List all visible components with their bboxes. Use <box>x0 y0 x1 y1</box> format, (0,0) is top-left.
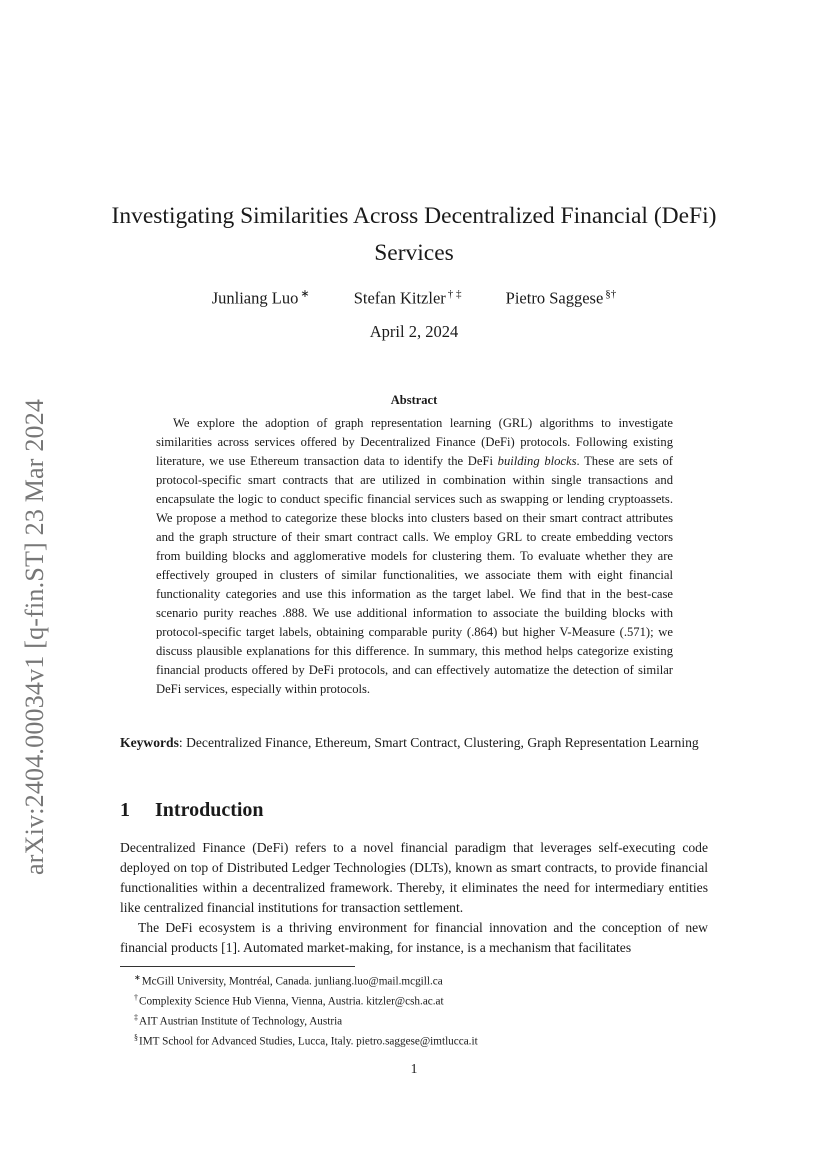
footnote <box>120 1030 708 1050</box>
abstract-text-part: We explore the adoption of graph representation learning (GRL) algorithms to investigate similarities across services offered by Decentralized Finance (DeFi) protocols. Following existing literature, we use Ethereum transaction data to identify the DeFi <box>156 416 673 468</box>
footnote-mark: † <box>134 993 138 1003</box>
author-name: Stefan Kitzler <box>353 288 446 308</box>
footnote <box>120 1010 708 1030</box>
abstract-emphasis: building blocks <box>497 454 577 468</box>
footnote-text: IMT School for Advanced Studies, Lucca, Italy. pietro.saggese@imtlucca.it <box>139 1036 478 1049</box>
section-title: Introduction <box>155 799 264 821</box>
keywords-label: Keywords <box>120 735 179 750</box>
author-name: Pietro Saggese <box>505 288 604 308</box>
footnote-mark: ∗ <box>134 973 141 982</box>
section-number: 1 <box>120 799 130 821</box>
footnote <box>120 970 708 990</box>
footnote-mark: ‡ <box>134 1013 138 1023</box>
footnote <box>120 990 708 1010</box>
author-affiliation-mark: §† <box>605 288 617 300</box>
author-affiliation-mark: ∗ <box>300 288 310 300</box>
abstract-text-part: . These are sets of protocol-specific smart contracts that are utilized in combination within single transactions and encapsulate the logic to conduct specific financial services such as swapping or lending cryptoassets. We propose a method to categorize these blocks into clusters based on their smart contract attributes and the graph structure of their smart contract calls. We employ GRL to create embedding vectors from building blocks and agglomerative models for clustering them. To evaluate whether they are effectively grouped in clusters of similar functionalities, we associate them with eight financial functionality categories and use this information as the target label. We find that in the best-case scenario purity reaches .888. We use additional information to associate the building blocks with protocol-specific target labels, obtaining comparable purity (.864) but higher V-Measure (.571); we discuss plausible explanations for this difference. In summary, this method helps categorize existing financial products offered by DeFi protocols, and can effectively automatize the detection of similar DeFi services, especially within protocols. <box>156 454 673 696</box>
abstract-heading: Abstract <box>390 393 438 407</box>
footnotes <box>120 970 708 1051</box>
author-name: Junliang Luo <box>211 288 299 308</box>
abstract-text <box>156 414 673 699</box>
author-1 <box>212 287 310 309</box>
publication-date: April 2, 2024 <box>369 322 459 341</box>
footnote-text: McGill University, Montréal, Canada. junliang.luo@mail.mcgill.ca <box>141 975 443 988</box>
author-2 <box>354 288 462 309</box>
author-list <box>110 287 718 309</box>
body-paragraph: Decentralized Finance (DeFi) refers to a novel financial paradigm that leverages self-executing code deployed on top of Distributed Ledger Technologies (DLTs), known as smart contracts, to provide financial functionalities within a decentralized framework. Thereby, it eliminates the need for intermediary entities like centralized financial institutions for transaction settlement. <box>120 840 708 915</box>
footnote-mark: § <box>134 1033 138 1043</box>
footnote-text: AIT Austrian Institute of Technology, Austria <box>139 1016 343 1029</box>
arxiv-identifier-stamp: arXiv:2404.00034v1 [q-fin.ST] 23 Mar 2024 <box>20 398 49 875</box>
author-affiliation-mark: † ‡ <box>447 288 462 300</box>
body-paragraph: The DeFi ecosystem is a thriving environment for financial innovation and the conception of new financial products [1]. Automated market-making, for instance, is a mechanism that facilitates <box>120 920 708 955</box>
paper-title: Investigating Similarities Across Decentralized Financial (DeFi) Services <box>111 203 717 266</box>
page-number: 1 <box>410 1061 418 1076</box>
section-heading <box>120 799 264 822</box>
author-3 <box>506 288 617 309</box>
footnote-rule <box>120 966 355 967</box>
keywords-text: : Decentralized Finance, Ethereum, Smart Contract, Clustering, Graph Representation Learning <box>178 735 699 750</box>
footnote-text: Complexity Science Hub Vienna, Vienna, Austria. kitzler@csh.ac.at <box>139 995 444 1008</box>
keywords-line <box>120 733 708 753</box>
section-body <box>120 838 708 958</box>
